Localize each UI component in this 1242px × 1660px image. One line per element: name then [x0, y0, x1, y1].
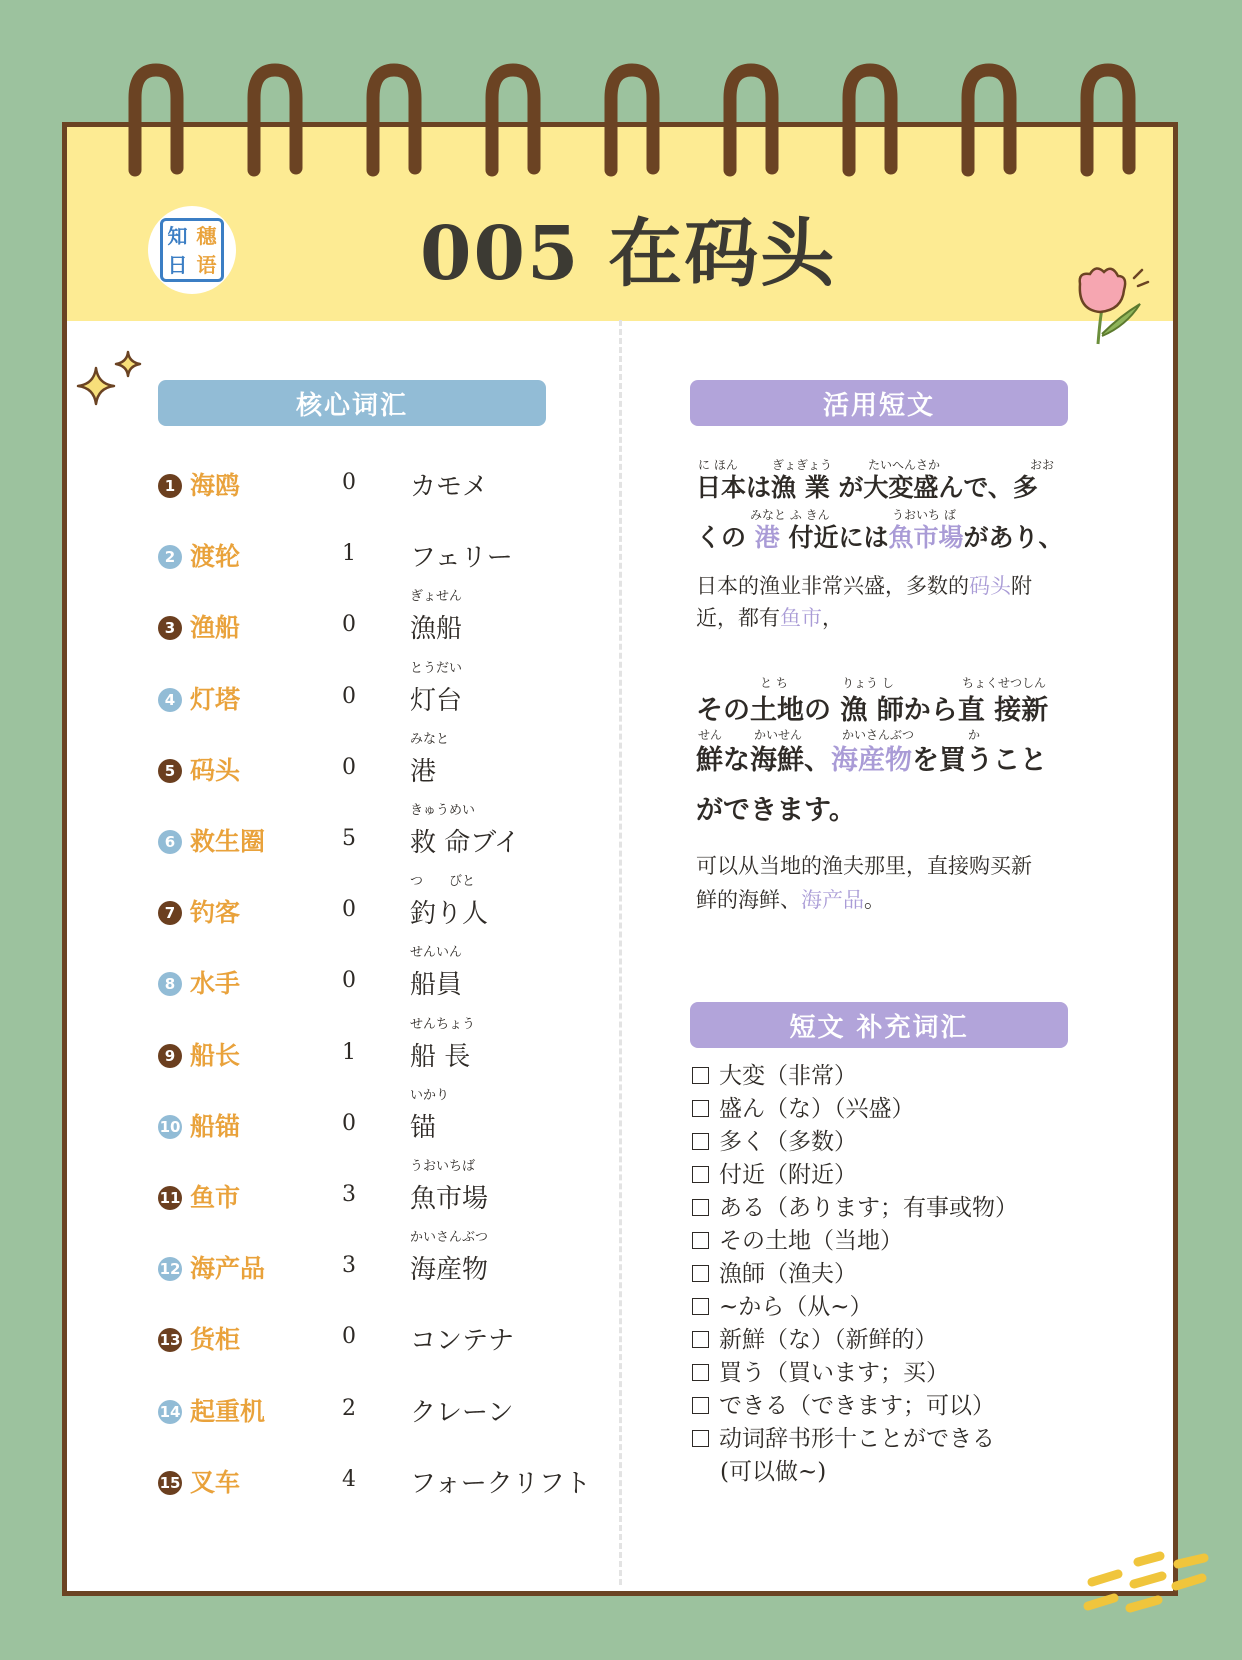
vocab-chinese: 海鸥 [190, 471, 241, 500]
column-divider [619, 320, 622, 1585]
checklist-item [692, 1159, 1018, 1192]
vocab-accent: 5 [342, 826, 356, 851]
vocab-accent: 0 [342, 470, 356, 495]
vocab-accent: 0 [342, 1110, 356, 1136]
checkbox[interactable] [692, 1265, 709, 1282]
furigana: に ほん [698, 458, 738, 472]
checklist-label: 買う（買います；买） [719, 1360, 949, 1386]
vocab-accent: 1 [342, 1039, 356, 1065]
checklist-item [692, 1423, 1018, 1456]
checkbox[interactable] [692, 1430, 709, 1447]
vocab-japanese: 救 命ブイ [410, 828, 520, 858]
checkbox[interactable] [692, 1232, 709, 1249]
checklist-label: 多く（多数） [719, 1129, 857, 1155]
vocab-accent: 0 [342, 683, 356, 709]
brand-logo-mark [160, 218, 224, 282]
vocab-chinese: 渔船 [190, 613, 241, 643]
vocab-japanese: 灯台 [410, 685, 463, 716]
vocab-chinese: 码头 [190, 755, 241, 785]
vocab-chinese: 钓客 [190, 898, 241, 928]
checklist-item [692, 1060, 1018, 1093]
vocab-furigana: ぎょせん [410, 589, 463, 605]
vocab-chinese: 起重机 [190, 1396, 266, 1426]
vocab-accent: 0 [342, 1324, 356, 1350]
highlight-word: 魚市場 [888, 523, 964, 552]
checklist-item [692, 1192, 1018, 1225]
furigana: たいへんさか [868, 458, 941, 472]
furigana: ちょくせつしん [962, 676, 1047, 690]
checklist-label: 动词辞书形十ことができる [719, 1426, 995, 1452]
checkbox[interactable] [692, 1364, 709, 1381]
vocab-number: 12 [158, 1257, 182, 1281]
passage-zh-1 [696, 570, 1086, 636]
vocab-japanese: カモメ [410, 472, 489, 502]
furigana: おお [1030, 458, 1055, 472]
passage-line: くの 港 付近には魚市場があり、 [696, 523, 1064, 552]
checklist-label: 大変（非常） [719, 1063, 857, 1089]
vocab-section-title: 核心词汇 [158, 380, 546, 426]
checkbox[interactable] [692, 1067, 709, 1084]
vocab-chinese: 海产品 [190, 1254, 266, 1284]
checklist-label: ~から（从~） [719, 1294, 873, 1320]
vocab-accent: 0 [342, 612, 356, 638]
checklist-item [692, 1357, 1018, 1390]
passage-line: ができます。 [696, 795, 856, 826]
vocab-accent: 2 [342, 1395, 356, 1421]
vocab-number: 8 [158, 972, 182, 996]
vocab-number: 6 [158, 830, 182, 854]
vocab-furigana: せんいん [410, 945, 463, 961]
logo-char: 穗 [196, 223, 217, 248]
checkbox[interactable] [692, 1166, 709, 1183]
vocab-japanese: 釣り人 [410, 899, 489, 930]
vocab-number: 3 [158, 616, 182, 640]
checkbox[interactable] [692, 1100, 709, 1117]
logo-char: 语 [196, 252, 217, 277]
vocab-chinese: 鱼市 [190, 1183, 241, 1212]
checkbox[interactable] [692, 1331, 709, 1348]
vocab-japanese: フェリー [410, 543, 513, 574]
furigana: みなと ふ きん [750, 508, 830, 522]
vocab-japanese: 锚 [410, 1112, 437, 1143]
supplement-checklist [692, 1060, 1018, 1489]
dashes-decoration-icon [1078, 1548, 1218, 1628]
passage-line: その土地の 漁 師から直 接新 [696, 695, 1049, 726]
vocab-furigana: つ びと [410, 874, 476, 890]
highlight-word: 港 [754, 523, 780, 552]
checklist-label: 付近（附近） [719, 1162, 857, 1188]
vocab-furigana: いかり [410, 1087, 450, 1103]
vocab-number: 10 [158, 1115, 182, 1139]
highlight-word: 海産物 [831, 745, 912, 776]
vocab-chinese: 船长 [190, 1040, 241, 1070]
vocab-japanese: 魚市場 [410, 1184, 489, 1214]
checklist-item [692, 1324, 1018, 1357]
vocab-furigana: きゅうめい [410, 803, 476, 818]
checklist-continuation: (可以做~) [720, 1459, 827, 1485]
vocab-furigana: みなと [410, 731, 450, 747]
supplement-section-title: 短文 补充词汇 [690, 1002, 1068, 1048]
checklist-item [692, 1258, 1018, 1291]
vocab-number: 4 [158, 688, 182, 712]
vocab-japanese: 船員 [410, 970, 463, 1001]
vocab-japanese: 漁船 [410, 614, 463, 645]
passage-jp-1 [696, 446, 1086, 556]
highlight-word: 鱼市 [780, 606, 822, 630]
passage-line: 日本は漁 業 が大変盛んで、多 [696, 473, 1038, 502]
passage-line: 鲜的海鲜、海产品。 [696, 888, 885, 912]
furigana: うおいち ば [892, 508, 956, 522]
vocab-accent: 0 [342, 754, 356, 780]
vocab-accent: 4 [342, 1466, 356, 1492]
vocab-japanese: 船 長 [410, 1041, 471, 1072]
vocab-number: 14 [158, 1400, 182, 1424]
checklist-label: 漁師（渔夫） [719, 1261, 857, 1287]
logo-char: 知 [167, 223, 188, 248]
checkbox[interactable] [692, 1199, 709, 1216]
furigana: と ち [760, 676, 788, 690]
vocab-chinese: 救生圈 [190, 827, 266, 856]
vocab-number: 9 [158, 1044, 182, 1068]
vocab-japanese: コンテナ [410, 1326, 515, 1357]
vocab-number: 7 [158, 901, 182, 925]
passage-line: 鮮な海鮮、海産物を買うこと [696, 745, 1047, 776]
vocab-chinese: 货柜 [190, 1325, 241, 1355]
vocab-accent: 0 [342, 968, 356, 994]
vocab-accent: 0 [342, 897, 356, 923]
checklist-item [692, 1291, 1018, 1324]
checkbox[interactable] [692, 1133, 709, 1150]
checklist-item [692, 1093, 1018, 1126]
vocab-chinese: 叉车 [190, 1467, 241, 1497]
passage-section-title: 活用短文 [690, 380, 1068, 426]
furigana: かいせん [754, 728, 803, 742]
page-title: 005 在码头 [420, 211, 837, 297]
furigana: りょう し [842, 676, 894, 690]
vocab-japanese: クレーン [410, 1397, 514, 1428]
passage-line: 近，都有鱼市， [696, 606, 843, 630]
vocab-chinese: 灯塔 [190, 684, 241, 714]
vocab-japanese: 海産物 [410, 1255, 489, 1286]
checklist-item [692, 1225, 1018, 1258]
vocab-japanese: 港 [410, 756, 437, 787]
vocab-number: 11 [158, 1186, 182, 1210]
vocab-furigana: せんちょう [410, 1016, 476, 1032]
checklist-item [692, 1390, 1018, 1423]
checkbox[interactable] [692, 1298, 709, 1315]
vocab-number: 1 [158, 474, 182, 498]
checklist-label: ある（あります；有事或物） [719, 1195, 1018, 1221]
vocab-accent: 1 [342, 541, 356, 567]
checklist-label: できる（できます；可以） [719, 1393, 995, 1419]
vocab-accent: 3 [342, 1253, 356, 1279]
furigana: か [968, 728, 981, 742]
vocab-chinese: 水手 [190, 969, 241, 999]
furigana: せん [698, 728, 723, 742]
passage-line: 可以从当地的渔夫那里，直接购买新 [696, 854, 1032, 878]
checklist-item [692, 1126, 1018, 1159]
vocab-number: 5 [158, 759, 182, 783]
vocab-chinese: 渡轮 [190, 542, 241, 572]
vocab-number: 2 [158, 545, 182, 569]
brand-logo [148, 206, 236, 294]
vocab-accent: 3 [342, 1182, 356, 1207]
passage-zh-2 [696, 850, 1086, 916]
checklist-label: その土地（当地） [719, 1228, 903, 1254]
checklist-label: 盛ん（な）（兴盛） [719, 1096, 915, 1122]
tulip-icon [1060, 264, 1160, 354]
checkbox[interactable] [692, 1397, 709, 1414]
logo-char: 日 [167, 252, 188, 277]
highlight-word: 海产品 [801, 888, 864, 912]
vocab-japanese: フォークリフト [410, 1468, 591, 1499]
vocab-chinese: 船锚 [190, 1111, 241, 1141]
highlight-word: 码头 [969, 574, 1011, 598]
passage-line: 日本的渔业非常兴盛，多数的码头附 [696, 574, 1032, 598]
furigana: ぎょぎょう [772, 458, 833, 472]
sparkle-icon [70, 348, 150, 418]
vocab-furigana: かいさんぶつ [410, 1230, 489, 1246]
vocab-furigana: とうだい [410, 660, 463, 676]
vocab-number: 13 [158, 1328, 182, 1352]
furigana: かいさんぶつ [842, 728, 915, 742]
checklist-label: 新鮮（な）（新鲜的） [719, 1327, 938, 1353]
vocab-number: 15 [158, 1471, 182, 1495]
vocab-furigana: うおいちば [410, 1159, 476, 1174]
passage-jp-2 [696, 674, 1086, 824]
